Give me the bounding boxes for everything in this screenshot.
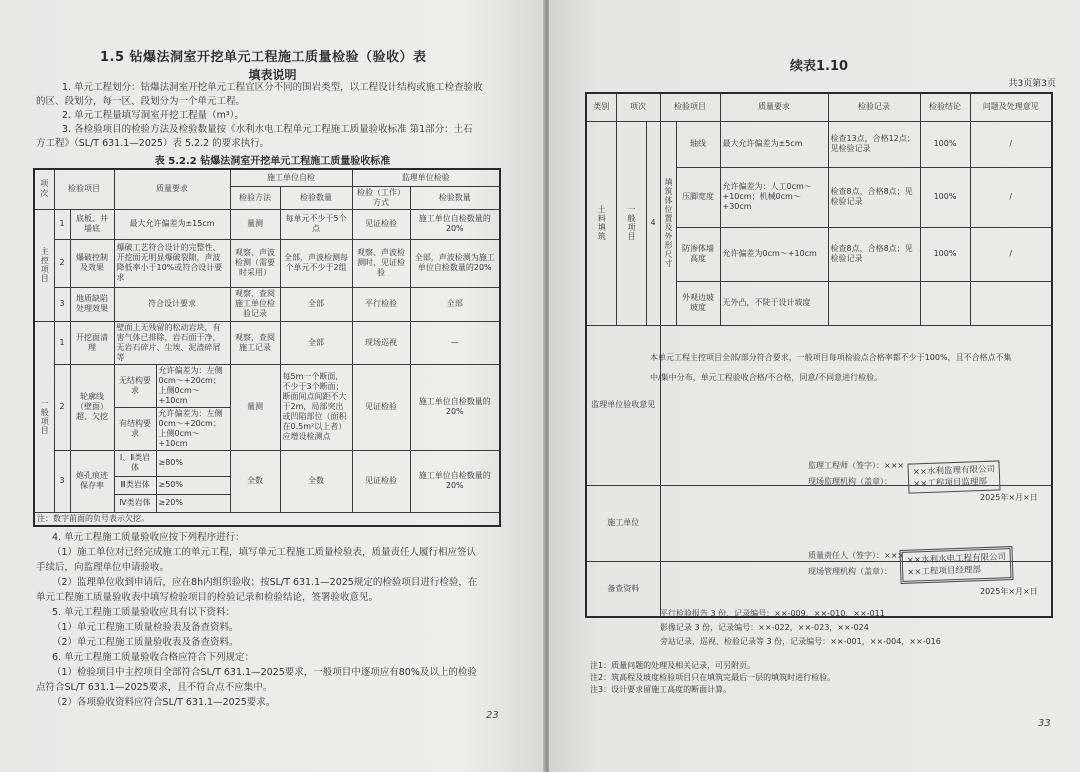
row-conclusion: 100% <box>920 227 970 281</box>
row-req: 最大允许偏差为±15cm <box>114 209 230 239</box>
row-item: 防渗体墙高度 <box>676 227 720 281</box>
row-conclusion: 100% <box>920 167 970 227</box>
intro-line: 方工程》（SL/T 631.1—2025）表 5.2.2 的要求执行。 <box>36 138 270 149</box>
step-line: 单元工程施工质量验收表中填写检验项目的检验记录和检验结论，签署验收意见。 <box>36 592 379 603</box>
row-method: 量测 <box>230 209 280 239</box>
construction-label: 施工单位 <box>586 485 660 561</box>
intro-line: 1. 单元工程划分：钻爆法洞室开挖单元工程宜区分不同的围岩类型，以工程设计结构或施工检查验收 <box>62 82 483 93</box>
row-count: 每单元不少于5个点 <box>280 209 352 239</box>
row-req: 允许偏差为：左侧0cm～+20cm；上侧0cm～+10cm <box>156 364 230 407</box>
row-no: 3 <box>54 450 70 512</box>
page-number: 23 <box>486 710 499 721</box>
row-req: 无外凸，不陡于设计坡度 <box>720 281 828 325</box>
general-items-label: 一般项目 <box>34 321 54 512</box>
row-sub: Ⅲ类岩体 <box>114 476 156 494</box>
row-sub: 有结构要求 <box>114 407 156 450</box>
note-line: 注3：设计要求留施工高度的断面计算。 <box>590 685 732 694</box>
row-sub: 无结构要求 <box>114 364 156 407</box>
header-record: 检验记录 <box>828 93 920 121</box>
main-items-label: 主控项目 <box>34 209 54 321</box>
header-requirement: 质量要求 <box>720 93 828 121</box>
backup-line: 平行检验报告 3 份，记录编号：××-009，××-010，××-011 <box>660 609 885 618</box>
intro-line: 2. 单元工程量填写洞室开挖工程量（m³）。 <box>62 110 244 121</box>
row-req: ≥50% <box>156 476 230 494</box>
supervision-org: 现场监理机构（盖章）： <box>808 477 892 486</box>
standards-table <box>33 168 501 527</box>
row-sup-count: — <box>410 321 500 364</box>
row-sup-method: 现场巡视 <box>352 321 410 364</box>
table-note: 注：数字前面的负号表示欠挖。 <box>34 512 500 526</box>
row-no: 1 <box>54 209 70 239</box>
section-title: 1.5 钻爆法洞室开挖单元工程施工质量检验（验收）表 <box>100 50 427 65</box>
conclusion-line: 本单元工程主控项目全部/部分符合要求，一般项目每项检验点合格率都不少于100%，且不合格点不集 <box>650 353 1012 362</box>
row-item: 压脚宽度 <box>676 167 720 227</box>
row-record: 检查8点，合格8点；见检验记录 <box>828 167 920 227</box>
construction-date: 2025年×月×日 <box>980 587 1038 596</box>
row-req: 最大允许偏差为±5cm <box>720 121 828 167</box>
header-conclusion: 检验结论 <box>920 93 970 121</box>
row-req: 符合设计要求 <box>114 287 230 321</box>
header-issue: 问题及处理意见 <box>970 93 1052 121</box>
row-sup-method: 观察、声波检测时，见证检验 <box>352 239 410 287</box>
row-count: 全部，声波检测每个单元不少于2组 <box>280 239 352 287</box>
row-sup-count: 施工单位自检数量的20% <box>410 364 500 450</box>
row-item: 底板、井墙底 <box>70 209 114 239</box>
group-no: 4 <box>646 121 660 325</box>
row-item: 爆破控制及效果 <box>70 239 114 287</box>
step-line: （1）施工单位对已经完成施工的单元工程，填写单元工程施工质量检验表，质量责任人履行相应签认 <box>52 547 477 558</box>
step-line: （2）各项验收资料应符合SL/T 631.1—2025要求。 <box>52 697 276 708</box>
group-label: 一般项目 <box>616 121 646 325</box>
header-count: 检验数量 <box>280 186 352 209</box>
row-sup-count: 施工单位自检数量的20% <box>410 450 500 512</box>
step-line: （2）单元工程施工质量验收表及备查资料。 <box>52 637 239 648</box>
step-line: （1）单元工程施工质量检验表及备查资料。 <box>52 622 239 633</box>
step-line: （1）检验项目中主控项目全部符合SL/T 631.1—2025要求，一般项目中逐项应有80%及以上的检验 <box>52 667 477 678</box>
header-construction: 施工单位自检 <box>230 169 352 186</box>
category-label: 土料填筑 <box>586 121 616 325</box>
header-supervision: 监理单位检验 <box>352 169 500 186</box>
note-line: 注2：筑高程及坡度检验项目只在填筑完最后一层的填筑时进行检验。 <box>590 673 836 682</box>
supervision-stamp: ××水利监理有限公司 ××工程项目监理部 <box>908 460 1001 493</box>
conclusion-line: 中/集中分布，单元工程验收合格/不合格，同意/不同意进行检验。 <box>650 373 883 382</box>
header-type: 项次 <box>34 169 54 209</box>
row-conclusion <box>920 281 970 325</box>
header-no: 项次 <box>616 93 660 121</box>
row-no: 1 <box>54 321 70 364</box>
backup-line: 旁站记录，巡视、检验记录等 3 份，记录编号：××-001，××-004，××-016 <box>660 637 941 646</box>
row-req: 允许偏差为：人工0cm～+10cm；机械0cm～+30cm <box>720 167 828 227</box>
row-issue: / <box>970 167 1052 227</box>
row-sup-method: 见证检验 <box>352 209 410 239</box>
supervision-date: 2025年×月×日 <box>980 493 1038 502</box>
row-req: 爆破工艺符合设计的完整性、开挖面无明显爆破裂隙，声波降低率小于10%或符合设计要求 <box>114 239 230 287</box>
row-item: 开挖面清理 <box>70 321 114 364</box>
row-method: 全数 <box>230 450 280 512</box>
row-method: 观察、声波检测（需要时采用） <box>230 239 280 287</box>
row-req: ≥20% <box>156 494 230 512</box>
header-requirement: 质量要求 <box>114 169 230 209</box>
table-title: 表 5.2.2 钻爆法洞室开挖单元工程施工质量验收标准 <box>154 156 391 167</box>
supervision-label: 监理单位验收意见 <box>586 325 660 485</box>
backup-line: 影像记录 3 份，记录编号：××-022，××-023，××-024 <box>660 623 869 632</box>
row-count: 全部 <box>280 321 352 364</box>
row-no: 3 <box>54 287 70 321</box>
row-sup-count: 施工单位自检数量的20% <box>410 209 500 239</box>
header-sup-count: 检验数量 <box>410 186 500 209</box>
intro-line: 的区、段划分，每一区、段划分为一个单元工程。 <box>36 96 246 107</box>
row-sup-count: 全部 <box>410 287 500 321</box>
row-issue <box>970 281 1052 325</box>
row-count: 每5m一个断面，不少于3个断面；断面间点间距不大于2m，局部突出或凹陷部位（面积在0.5m²以上者）应增设检测点 <box>280 364 352 450</box>
row-req: 壁面上无残留的松动岩块，有害气体已排除，岩石面干净，无岩石碎片、尘埃、泥渣碎屑等 <box>114 321 230 364</box>
supervision-sign: 监理工程师（签字）：××× <box>808 461 905 470</box>
row-req: 允许偏差为0cm～+10cm <box>720 227 828 281</box>
step-line: 手续后，向监理单位申请验收。 <box>36 562 170 573</box>
row-sup-count: 全部，声波检测为施工单位自检数量的20% <box>410 239 500 287</box>
row-method: 量测 <box>230 364 280 450</box>
note-line: 注1：质量问题的处理及相关记录，可另附页。 <box>590 661 756 670</box>
step-line: 5. 单元工程施工质量验收应具有以下资料： <box>52 607 236 618</box>
row-item: 炮孔痕迹保存率 <box>70 450 114 512</box>
row-item: 轮廓线（壁面）超、欠挖 <box>70 364 114 450</box>
row-req: 允许偏差为：左侧0cm～+20cm；上侧0cm～+10cm <box>156 407 230 450</box>
row-method: 观察、查阅施工单位检验记录 <box>230 287 280 321</box>
construction-sign: 质量责任人（签字）：××× <box>808 551 905 560</box>
row-item: 外观边坡坡度 <box>676 281 720 325</box>
row-sup-method: 见证检验 <box>352 364 410 450</box>
row-record: 检查8点，合格8点；见检验记录 <box>828 227 920 281</box>
row-count: 全数 <box>280 450 352 512</box>
header-method: 检验方法 <box>230 186 280 209</box>
page-number: 33 <box>1038 718 1051 729</box>
step-line: 6. 单元工程施工质量验收合格应符合下列规定： <box>52 652 255 663</box>
step-line: 4. 单元工程施工质量验收应按下列程序进行： <box>52 532 245 543</box>
step-line: （2）监理单位收到申请后，应在8h内组织验收；按SL/T 631.1—2025规定的检验项目进行检验，在 <box>52 577 478 588</box>
intro-line: 3. 各检验项目的检验方法及检验数量按《水利水电工程单元工程施工质量验收标准 第1部分：土石 <box>62 124 473 135</box>
header-sup-method: 检验（工作）方式 <box>352 186 410 209</box>
header-item: 检验项目 <box>660 93 720 121</box>
construction-stamp: ××水利水电工程有限公司 ××工程项目经理部 <box>899 546 1013 584</box>
row-no: 2 <box>54 364 70 450</box>
row-issue: / <box>970 121 1052 167</box>
table-notes <box>590 660 835 696</box>
construction-org: 现场管理机构（盖章）： <box>808 567 892 576</box>
row-sup-method: 见证检验 <box>352 450 410 512</box>
row-count: 全部 <box>280 287 352 321</box>
row-record <box>828 281 920 325</box>
row-sub: Ⅳ类岩体 <box>114 494 156 512</box>
backup-label: 备查资料 <box>586 561 660 617</box>
row-record: 检查13点，合格12点；见检验记录 <box>828 121 920 167</box>
row-item: 地质缺陷处理效果 <box>70 287 114 321</box>
header-item: 检验项目 <box>54 169 114 209</box>
row-issue: / <box>970 227 1052 281</box>
row-sup-method: 平行检验 <box>352 287 410 321</box>
continued-table-title: 续表1.10 <box>790 59 849 74</box>
row-no: 2 <box>54 239 70 287</box>
row-method: 观察，查阅施工记录 <box>230 321 280 364</box>
page-count: 共3页第3页 <box>1008 79 1056 89</box>
sub-item-label: 填筑体位置及外形尺寸 <box>660 121 676 325</box>
row-conclusion: 100% <box>920 121 970 167</box>
row-req: ≥80% <box>156 450 230 476</box>
step-line: 点符合SL/T 631.1—2025要求，且不符合点不应集中。 <box>36 682 273 693</box>
section-subtitle: 填表说明 <box>248 68 297 82</box>
row-sub: Ⅰ、Ⅱ类岩体 <box>114 450 156 476</box>
header-type: 类别 <box>586 93 616 121</box>
row-item: 轴线 <box>676 121 720 167</box>
